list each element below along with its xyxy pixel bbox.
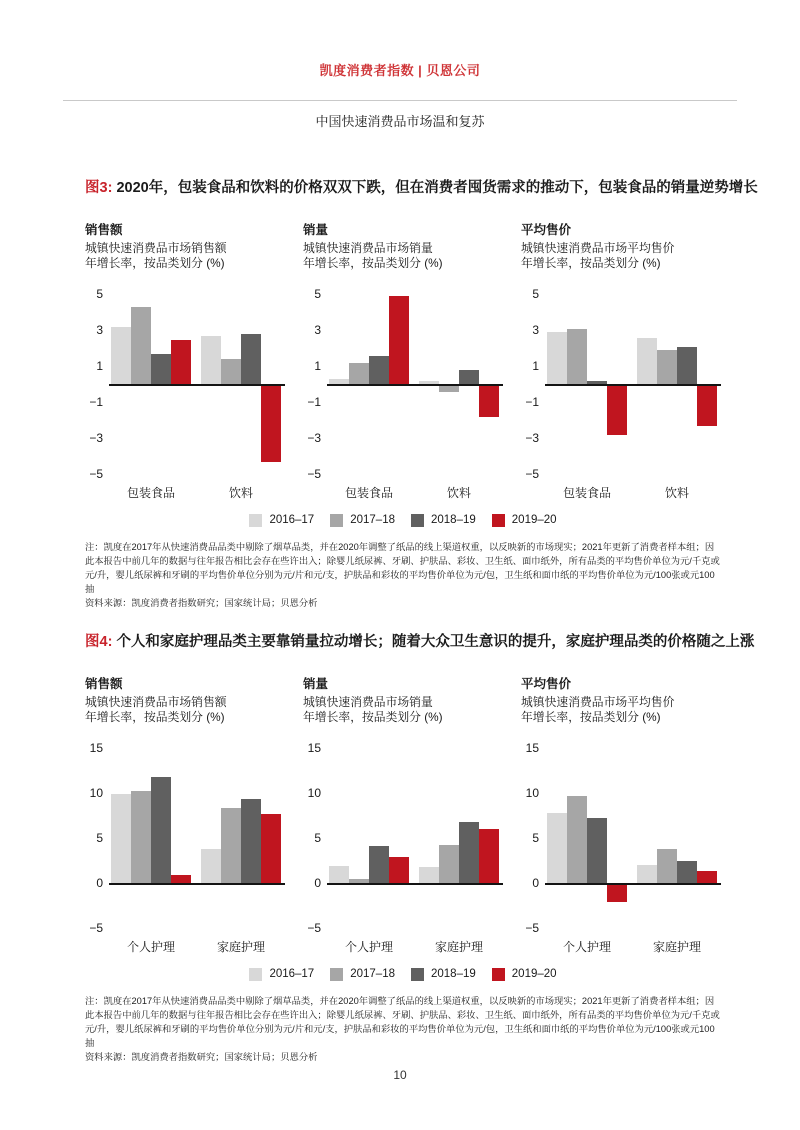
legend-item bbox=[492, 514, 557, 527]
x-axis-line bbox=[545, 384, 721, 386]
figure-4-title: 个人和家庭护理品类主要靠销量拉动增长；随着大众卫生意识的提升，家庭护理品类的价格随之上涨 bbox=[116, 634, 755, 650]
panel-subtitle bbox=[85, 695, 285, 727]
legend-label: 2017–18 bbox=[350, 968, 395, 981]
category-label: 家庭护理 bbox=[216, 939, 265, 954]
chapter-title: 中国快速消费品市场温和复苏 bbox=[315, 114, 485, 129]
panel-subtitle bbox=[85, 241, 285, 273]
figure-3-panels bbox=[85, 223, 721, 502]
legend-item bbox=[492, 968, 557, 981]
bar-2018–19 bbox=[369, 356, 389, 385]
y-tick-label: 5 bbox=[96, 831, 103, 846]
bar-2019–20 bbox=[389, 857, 409, 884]
bar-2018–19 bbox=[151, 777, 171, 884]
y-tick-label: 0 bbox=[96, 876, 103, 891]
y-axis bbox=[85, 741, 109, 936]
bar-2018–19 bbox=[587, 818, 607, 884]
x-axis-labels bbox=[85, 938, 285, 956]
chart-panel bbox=[85, 677, 285, 956]
bar-chart bbox=[303, 287, 503, 482]
y-tick-label: 5 bbox=[532, 287, 539, 302]
figure-4-label: 图4: bbox=[85, 634, 113, 650]
legend-label: 2018–19 bbox=[431, 968, 476, 981]
y-tick-label: −5 bbox=[89, 921, 103, 936]
y-tick-label: −5 bbox=[307, 921, 321, 936]
bar-chart bbox=[521, 741, 721, 936]
y-tick-label: −3 bbox=[307, 431, 321, 446]
bar-2016–17 bbox=[201, 336, 221, 385]
category-label: 个人护理 bbox=[562, 939, 611, 954]
bar-2017–18 bbox=[657, 350, 677, 384]
header-divider bbox=[63, 100, 737, 101]
y-tick-label: −3 bbox=[89, 431, 103, 446]
plot-area bbox=[545, 295, 721, 475]
note-text: 注：凯度在2017年从快速消费品品类中剔除了烟草品类，并在2020年调整了纸品的线上渠道权重，以反映新的市场现实；2021年更新了消费者样本组；因此本报告中前几年的数据与往年报告相比会存在些许出入；除婴儿纸尿裤、牙刷、护肤品、彩妆、卫生纸、面巾纸外，所有品类的平均售价单位为元/千克或元/升，婴儿纸尿裤和牙刷的平均售价单位分别为元/片和元/支，护肤品和彩妆的平均售价单位为元/包，卫生纸和面巾纸的平均售价单位为元/100张或元100抽 bbox=[85, 995, 720, 1048]
legend-label: 2016–17 bbox=[269, 514, 315, 527]
x-axis-labels bbox=[85, 484, 285, 502]
bar-2016–17 bbox=[329, 866, 349, 884]
bar-2016–17 bbox=[419, 867, 439, 883]
y-tick-label: 5 bbox=[96, 287, 103, 302]
plot-area bbox=[327, 295, 503, 475]
y-tick-label: −1 bbox=[307, 395, 321, 410]
y-axis bbox=[521, 741, 545, 936]
bar-2017–18 bbox=[131, 307, 151, 384]
y-axis bbox=[85, 287, 109, 482]
y-tick-label: −5 bbox=[525, 921, 539, 936]
bar-2019–20 bbox=[171, 340, 191, 385]
bar-2016–17 bbox=[637, 865, 657, 884]
panel-subtitle-line: 城镇快速消费品市场平均售价 bbox=[521, 694, 675, 709]
x-axis-labels bbox=[303, 484, 503, 502]
chart-panel bbox=[521, 223, 721, 502]
legend-item bbox=[249, 968, 314, 981]
bar-2019–20 bbox=[261, 814, 281, 883]
panel-subtitle bbox=[521, 241, 721, 273]
panel-subtitle-line: 城镇快速消费品市场销售额 bbox=[85, 240, 227, 255]
x-axis-line bbox=[327, 384, 503, 386]
category-label: 个人护理 bbox=[344, 939, 393, 954]
y-tick-label: 1 bbox=[96, 359, 103, 374]
legend-swatch bbox=[411, 968, 424, 981]
legend-label: 2017–18 bbox=[350, 514, 395, 527]
x-axis-labels bbox=[521, 938, 721, 956]
category-label: 包装食品 bbox=[126, 485, 175, 500]
bar-2017–18 bbox=[439, 845, 459, 884]
category-label: 家庭护理 bbox=[434, 939, 483, 954]
y-tick-label: 10 bbox=[307, 786, 321, 801]
x-axis-line bbox=[327, 883, 503, 885]
panel-subtitle bbox=[521, 695, 721, 727]
bar-2018–19 bbox=[459, 370, 479, 384]
y-tick-label: 15 bbox=[307, 741, 321, 756]
legend-label: 2018–19 bbox=[431, 514, 476, 527]
figure-4 bbox=[85, 630, 755, 1064]
category-label: 家庭护理 bbox=[652, 939, 701, 954]
bar-2018–19 bbox=[241, 334, 261, 384]
bar-2017–18 bbox=[221, 808, 241, 884]
y-tick-label: 5 bbox=[314, 287, 321, 302]
x-axis-labels bbox=[303, 938, 503, 956]
bar-2018–19 bbox=[369, 846, 389, 884]
panel-subtitle-line: 城镇快速消费品市场销售额 bbox=[85, 694, 227, 709]
y-tick-label: −1 bbox=[525, 395, 539, 410]
bar-2019–20 bbox=[607, 385, 627, 435]
figure-3-title: 2020年，包装食品和饮料的价格双双下跌，但在消费者囤货需求的推动下，包装食品的销量逆势增长 bbox=[116, 180, 758, 196]
panel-subtitle-line: 城镇快速消费品市场平均售价 bbox=[521, 240, 675, 255]
panel-subtitle-line: 城镇快速消费品市场销量 bbox=[303, 694, 433, 709]
figure-4-notes bbox=[85, 994, 721, 1065]
bar-2017–18 bbox=[439, 385, 459, 392]
report-header: 凯度消费者指数 | 贝恩公司 bbox=[319, 63, 481, 78]
panel-subtitle bbox=[303, 241, 503, 273]
note-text: 注：凯度在2017年从快速消费品品类中剔除了烟草品类，并在2020年调整了纸品的线上渠道权重，以反映新的市场现实；2021年更新了消费者样本组；因此本报告中前几年的数据与往年报告相比会存在些许出入；除婴儿纸尿裤、牙刷、护肤品、彩妆、卫生纸、面巾纸外，所有品类的平均售价单位为元/千克或元/升，婴儿纸尿裤和牙刷的平均售价单位分别为元/片和元/支，护肤品和彩妆的平均售价单位为元/包，卫生纸和面巾纸的平均售价单位为元/100张或元100抽 bbox=[85, 541, 720, 594]
plot-area bbox=[545, 749, 721, 929]
legend-swatch bbox=[330, 968, 343, 981]
y-tick-label: −5 bbox=[525, 467, 539, 482]
y-tick-label: 15 bbox=[525, 741, 539, 756]
panel-title: 销量 bbox=[303, 223, 329, 237]
legend-item bbox=[411, 968, 476, 981]
bar-2018–19 bbox=[151, 354, 171, 385]
note-source: 资料来源：凯度消费者指数研究；国家统计局；贝恩分析 bbox=[85, 1052, 318, 1063]
legend-label: 2019–20 bbox=[511, 514, 557, 527]
legend-swatch bbox=[249, 968, 262, 981]
bar-2018–19 bbox=[677, 347, 697, 385]
chart-panel bbox=[303, 677, 503, 956]
x-axis-line bbox=[109, 883, 285, 885]
x-axis-labels bbox=[521, 484, 721, 502]
y-tick-label: −3 bbox=[525, 431, 539, 446]
bar-chart bbox=[303, 741, 503, 936]
y-tick-label: 5 bbox=[532, 831, 539, 846]
plot-area bbox=[109, 749, 285, 929]
legend-swatch bbox=[492, 968, 505, 981]
figure-3 bbox=[85, 176, 758, 610]
bar-2019–20 bbox=[607, 884, 627, 902]
panel-title: 销量 bbox=[303, 677, 329, 691]
bar-chart bbox=[85, 741, 285, 936]
legend-swatch bbox=[411, 514, 424, 527]
y-tick-label: 0 bbox=[532, 876, 539, 891]
y-tick-label: 3 bbox=[532, 323, 539, 338]
figure-4-legend bbox=[85, 968, 721, 981]
legend-item bbox=[411, 514, 476, 527]
bar-2018–19 bbox=[459, 822, 479, 883]
y-tick-label: 5 bbox=[314, 831, 321, 846]
legend-item bbox=[249, 514, 314, 527]
chart-panel bbox=[521, 677, 721, 956]
chart-panel bbox=[85, 223, 285, 502]
bar-2019–20 bbox=[697, 385, 717, 426]
legend-label: 2019–20 bbox=[511, 968, 557, 981]
category-label: 饮料 bbox=[664, 485, 689, 500]
y-tick-label: 10 bbox=[89, 786, 103, 801]
bar-chart bbox=[85, 287, 285, 482]
bar-2019–20 bbox=[479, 829, 499, 884]
category-label: 包装食品 bbox=[562, 485, 611, 500]
bar-2018–19 bbox=[677, 861, 697, 884]
panel-subtitle-line: 年增长率，按品类划分 (%) bbox=[303, 710, 443, 725]
y-tick-label: 1 bbox=[532, 359, 539, 374]
figure-3-label: 图3: bbox=[85, 180, 113, 196]
bar-2016–17 bbox=[547, 813, 567, 883]
figure-3-caption bbox=[85, 176, 758, 197]
bar-2017–18 bbox=[657, 849, 677, 884]
category-label: 包装食品 bbox=[344, 485, 393, 500]
panel-subtitle-line: 城镇快速消费品市场销量 bbox=[303, 240, 433, 255]
page-number: 10 bbox=[393, 1068, 407, 1082]
bar-2019–20 bbox=[261, 385, 281, 462]
y-tick-label: −5 bbox=[89, 467, 103, 482]
panel-subtitle-line: 年增长率，按品类划分 (%) bbox=[85, 256, 225, 271]
y-tick-label: 15 bbox=[89, 741, 103, 756]
bar-2016–17 bbox=[637, 338, 657, 385]
bar-2016–17 bbox=[111, 794, 131, 884]
bar-2016–17 bbox=[201, 849, 221, 884]
bar-2017–18 bbox=[131, 791, 151, 884]
legend-item bbox=[330, 968, 395, 981]
y-axis bbox=[521, 287, 545, 482]
category-label: 饮料 bbox=[228, 485, 253, 500]
panel-title: 销售额 bbox=[85, 223, 123, 237]
legend-swatch bbox=[492, 514, 505, 527]
legend-label: 2016–17 bbox=[269, 968, 315, 981]
chart-panel bbox=[303, 223, 503, 502]
bar-2017–18 bbox=[221, 359, 241, 384]
panel-subtitle-line: 年增长率，按品类划分 (%) bbox=[521, 256, 661, 271]
bar-2016–17 bbox=[111, 327, 131, 385]
panel-subtitle-line: 年增长率，按品类划分 (%) bbox=[521, 710, 661, 725]
bar-2016–17 bbox=[547, 332, 567, 384]
plot-area bbox=[327, 749, 503, 929]
figure-4-caption bbox=[85, 630, 755, 651]
bar-chart bbox=[521, 287, 721, 482]
legend-swatch bbox=[249, 514, 262, 527]
legend-swatch bbox=[330, 514, 343, 527]
figure-3-legend bbox=[85, 514, 721, 527]
legend-item bbox=[330, 514, 395, 527]
y-axis bbox=[303, 741, 327, 936]
bar-2018–19 bbox=[241, 799, 261, 884]
figure-4-panels bbox=[85, 677, 721, 956]
y-tick-label: −5 bbox=[307, 467, 321, 482]
bar-2017–18 bbox=[567, 796, 587, 883]
y-tick-label: 3 bbox=[96, 323, 103, 338]
y-tick-label: 0 bbox=[314, 876, 321, 891]
bar-2017–18 bbox=[567, 329, 587, 385]
x-axis-line bbox=[545, 883, 721, 885]
bar-2019–20 bbox=[479, 385, 499, 417]
panel-subtitle bbox=[303, 695, 503, 727]
panel-subtitle-line: 年增长率，按品类划分 (%) bbox=[303, 256, 443, 271]
y-axis bbox=[303, 287, 327, 482]
category-label: 个人护理 bbox=[126, 939, 175, 954]
panel-title: 销售额 bbox=[85, 677, 123, 691]
bar-2019–20 bbox=[389, 296, 409, 384]
y-tick-label: 3 bbox=[314, 323, 321, 338]
y-tick-label: 10 bbox=[525, 786, 539, 801]
y-tick-label: 1 bbox=[314, 359, 321, 374]
note-source: 资料来源：凯度消费者指数研究；国家统计局；贝恩分析 bbox=[85, 598, 318, 609]
x-axis-line bbox=[109, 384, 285, 386]
y-tick-label: −1 bbox=[89, 395, 103, 410]
panel-title: 平均售价 bbox=[521, 677, 572, 691]
figure-3-notes bbox=[85, 540, 721, 611]
plot-area bbox=[109, 295, 285, 475]
panel-title: 平均售价 bbox=[521, 223, 572, 237]
panel-subtitle-line: 年增长率，按品类划分 (%) bbox=[85, 710, 225, 725]
category-label: 饮料 bbox=[446, 485, 471, 500]
bar-2017–18 bbox=[349, 363, 369, 385]
